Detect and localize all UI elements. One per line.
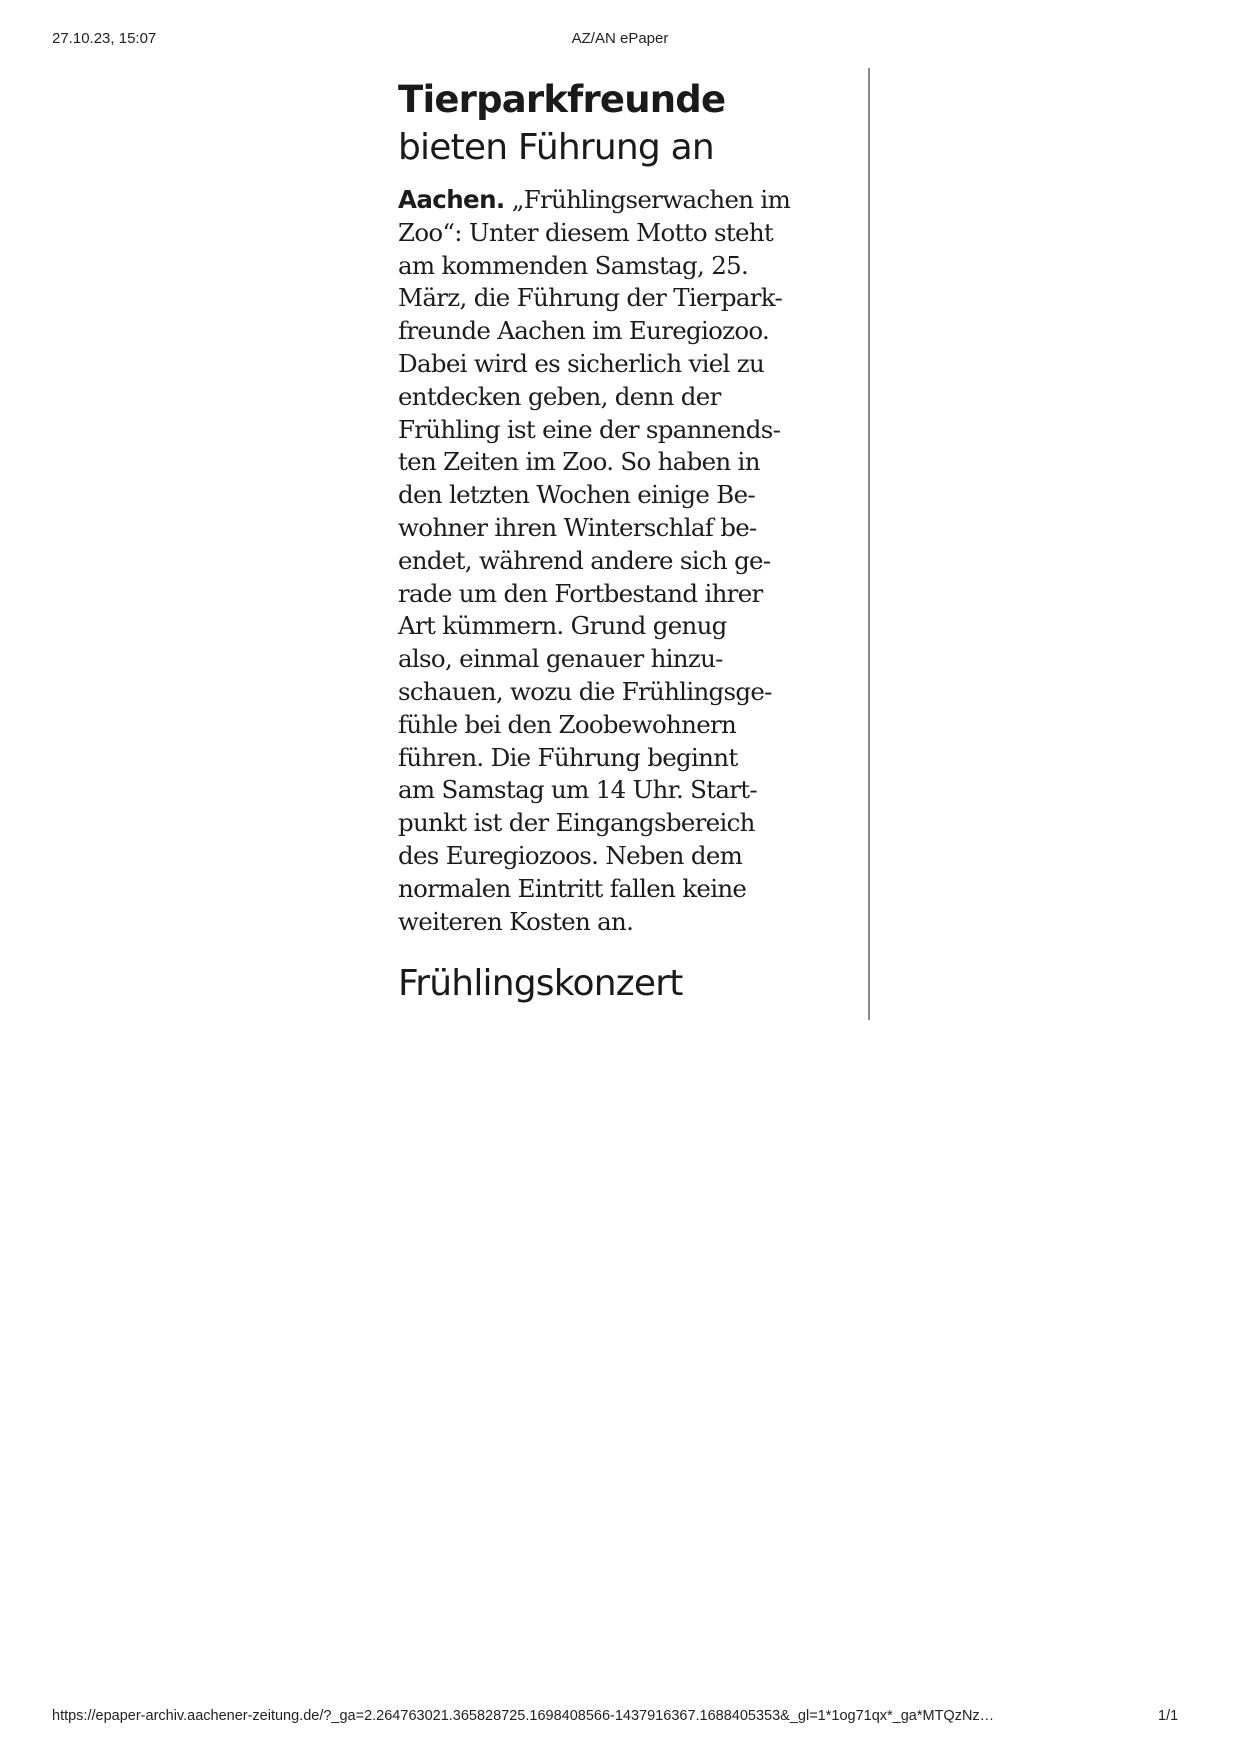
- article-line-text: „Frühlingserwachen im: [504, 185, 791, 214]
- article-line: freunde Aachen im Euregiozoo.: [398, 316, 770, 346]
- print-page-number: 1/1: [1158, 1708, 1179, 1724]
- article-line: schauen, wozu die Frühlingsge-: [398, 676, 772, 706]
- article-subheadline: bieten Führung an: [398, 127, 714, 168]
- article-line: fühle bei den Zoobewohnern: [398, 709, 737, 739]
- article-line: wohner ihren Winterschlaf be-: [398, 512, 757, 542]
- article-line: führen. Die Führung beginnt: [398, 742, 738, 772]
- article-line: [398, 184, 848, 217]
- newspaper-clipping: [396, 68, 870, 1020]
- article-line: des Euregiozoos. Neben dem: [398, 840, 743, 870]
- article-line: am kommenden Samstag, 25.: [398, 250, 749, 280]
- article-line: punkt ist der Eingangsbereich: [398, 808, 755, 838]
- article-line: rade um den Fortbestand ihrer: [398, 578, 763, 608]
- cut-off-subheadline: [398, 1014, 698, 1020]
- print-footer: [0, 1706, 1240, 1730]
- print-source-url: https://epaper-archiv.aachener-zeitung.de/?_ga=2.264763021.365828725.1698408566-1437916367.1688405353&_gl=1*1og71qx*_ga*MTQzNz…: [52, 1708, 995, 1724]
- article-body: [398, 184, 848, 938]
- article-line: den letzten Wochen einige Be-: [398, 480, 755, 510]
- print-page-title: AZ/AN ePaper: [571, 30, 669, 47]
- article-line: Zoo“: Unter diesem Motto steht: [398, 217, 774, 247]
- article-line: weiteren Kosten an.: [398, 906, 634, 936]
- article-dateline: Aachen.: [398, 185, 505, 214]
- article-line: entdecken geben, denn der: [398, 381, 721, 411]
- article-line: Dabei wird es sicherlich viel zu: [398, 348, 765, 378]
- article-line: also, einmal genauer hinzu-: [398, 644, 723, 674]
- article-line: ten Zeiten im Zoo. So haben in: [398, 447, 760, 477]
- article-line: März, die Führung der Tierpark-: [398, 283, 783, 313]
- print-header: [0, 28, 1240, 52]
- article-line: endet, während andere sich ge-: [398, 545, 771, 575]
- article-line: Frühling ist eine der spannends-: [398, 414, 781, 444]
- next-article-headline: Frühlingskonzert: [398, 963, 683, 1005]
- print-datetime: 27.10.23, 15:07: [52, 30, 157, 47]
- article-column: [398, 68, 848, 1020]
- article-line: Art kümmern. Grund genug: [398, 611, 727, 641]
- article-line: normalen Eintritt fallen keine: [398, 873, 747, 903]
- article-line: am Samstag um 14 Uhr. Start-: [398, 775, 758, 805]
- article-headline: Tierparkfreunde: [398, 78, 726, 121]
